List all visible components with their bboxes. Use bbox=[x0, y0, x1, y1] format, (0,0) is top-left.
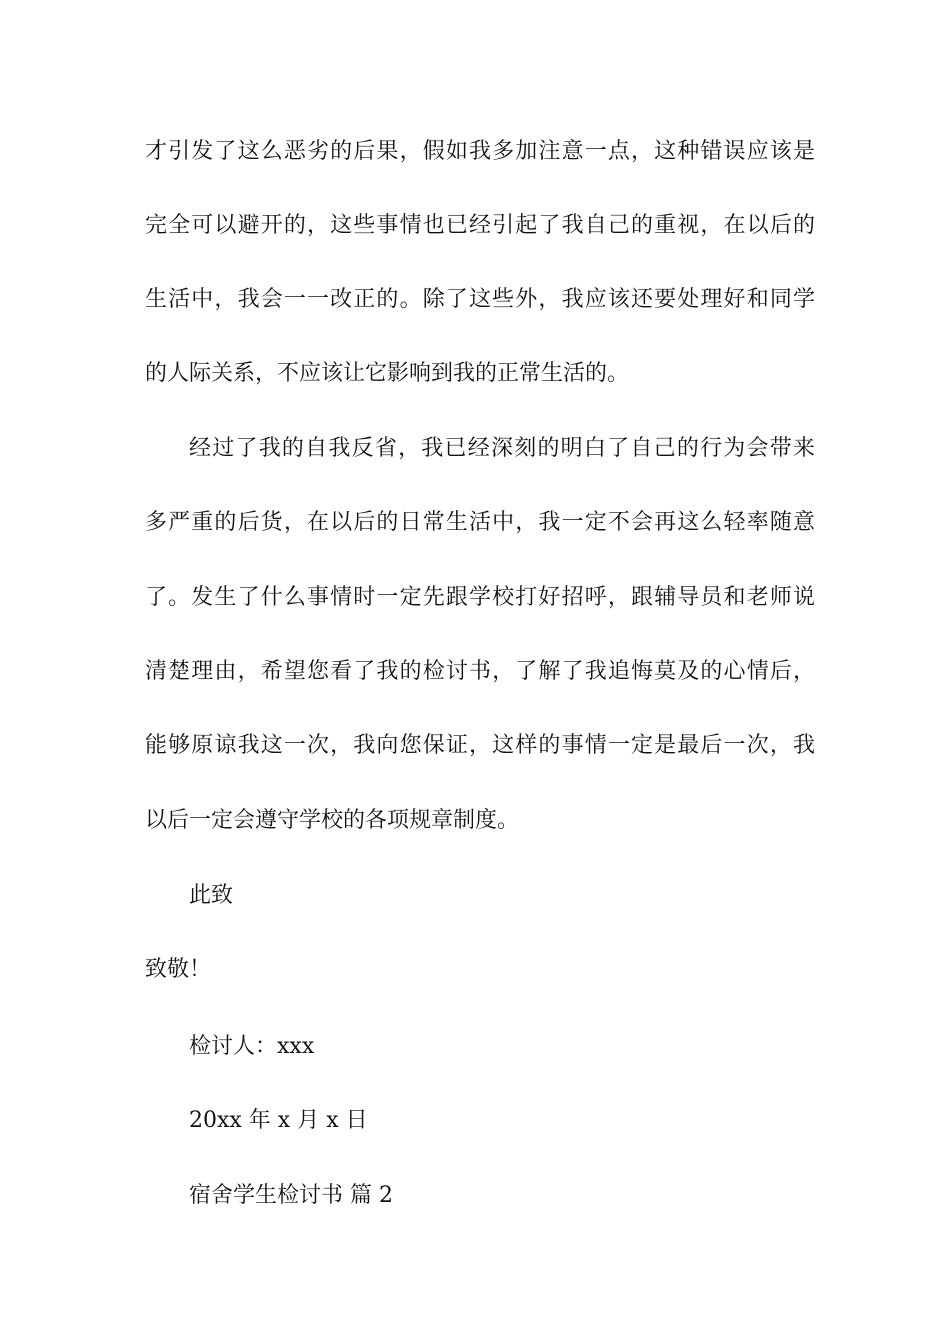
paragraph2-line-6: 以后一定会遵守学校的各项规章制度。 bbox=[145, 808, 520, 833]
paragraph1-line-4: 的人际关系，不应该让它影响到我的正常生活的。 bbox=[145, 361, 630, 386]
paragraph2-line-2: 多严重的后货，在以后的日常生活中，我一定不会再这么轻率随意 bbox=[145, 510, 815, 535]
closing-jingli: 致敬！ bbox=[145, 957, 212, 982]
next-section-title: 宿舍学生检讨书 篇 2 bbox=[189, 1183, 393, 1208]
paragraph2-line-1: 经过了我的自我反省，我已经深刻的明白了自己的行为会带来 bbox=[189, 436, 815, 461]
paragraph2-line-5: 能够原谅我这一次，我向您保证，这样的事情一定是最后一次，我 bbox=[145, 733, 815, 758]
closing-cizhi: 此致 bbox=[189, 883, 234, 908]
paragraph2-line-3: 了。发生了什么事情时一定先跟学校打好招呼，跟辅导员和老师说 bbox=[145, 585, 815, 610]
paragraph2-line-4: 清楚理由，希望您看了我的检讨书，了解了我追悔莫及的心情后， bbox=[145, 659, 815, 684]
paragraph1-line-3: 生活中，我会一一改正的。除了这些外，我应该还要处理好和同学 bbox=[145, 287, 815, 312]
date-line: 20xx 年 x 月 x 日 bbox=[189, 1108, 368, 1133]
paragraph1-line-2: 完全可以避开的，这些事情也已经引起了我自己的重视，在以后的 bbox=[145, 213, 815, 238]
paragraph1-line-1: 才引发了这么恶劣的后果，假如我多加注意一点，这种错误应该是 bbox=[145, 139, 815, 164]
signer-line: 检讨人：xxx bbox=[189, 1034, 315, 1059]
